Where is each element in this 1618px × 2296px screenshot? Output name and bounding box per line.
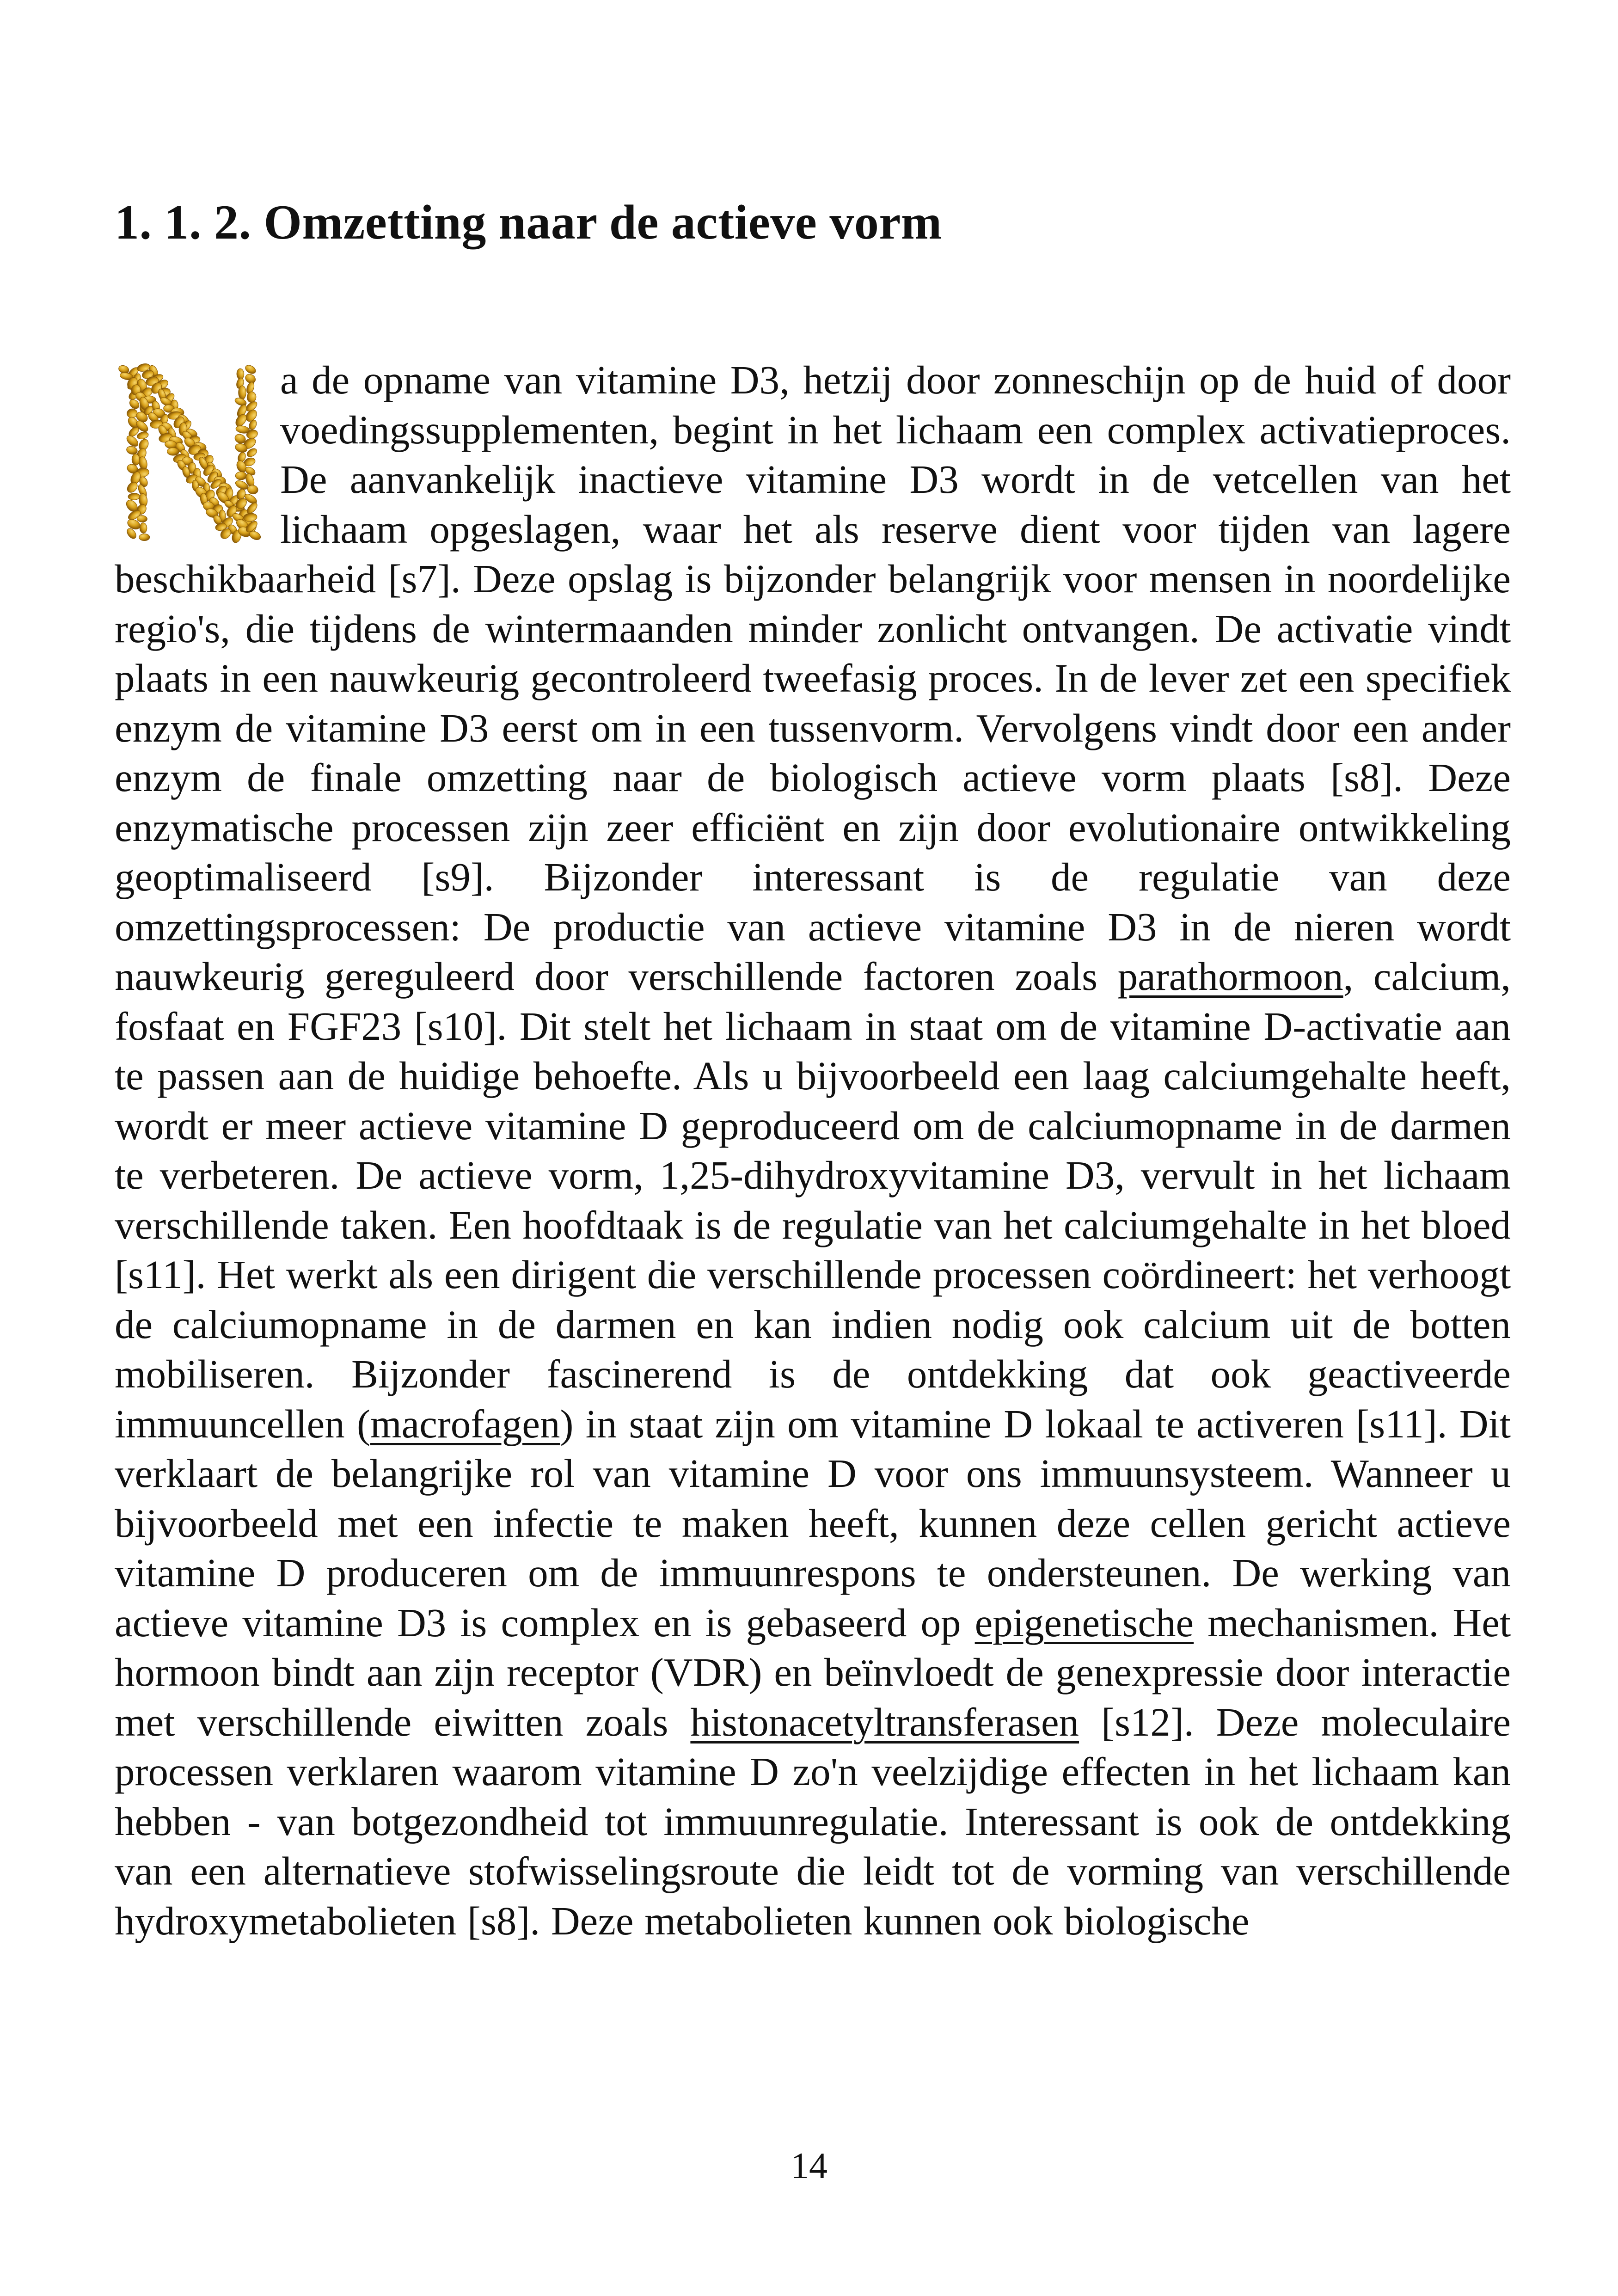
dropcap-capsule-n-icon (113, 358, 270, 552)
term-link[interactable]: macrofagen (370, 1401, 560, 1446)
term-link[interactable]: epigenetische (974, 1600, 1194, 1645)
section-heading: 1. 1. 2. Omzetting naar de actieve vorm (115, 195, 942, 249)
body-paragraph (115, 355, 1511, 1946)
body-text-run: [s12]. Deze moleculaire processen verklaren waarom vitamine D zo'n veelzijdige effecten in het lichaam kan hebben - van botgezondheid tot immuunregulatie. Interessant is ook de ontdekking van een alternatieve stofwisselingsroute die leidt tot de vorming van verschillende hydroxymetabolieten [s8]. Deze metabolieten kunnen ook biologische (115, 1699, 1511, 1943)
body-text-run: a de opname van vitamine D3, hetzij door zonneschijn op de huid of door voedingssupplementen, begint in het lichaam een complex activatieproces. De aanvankelijk inactieve vitamine D3 wordt in de vetcellen van het lichaam opgeslagen, waar het als reserve dient voor tijden van lagere beschikbaarheid [s7]. Deze opslag is bijzonder belangrijk voor mensen in noordelijke regio's, die tijdens de wintermaanden minder zonlicht ontvangen. De activatie vindt plaats in een nauwkeurig gecontroleerd tweefasig proces. In de lever zet een specifiek enzym de vitamine D3 eerst om in een tussenvorm. Vervolgens vindt door een ander enzym de finale omzetting naar de biologisch actieve vorm plaats [s8]. Deze enzymatische processen zijn zeer efficiënt en zijn door evolutionaire ontwikkeling geoptimaliseerd [s9]. Bijzonder interessant is de regulatie van deze omzettingsprocessen: De productie van actieve vitamine D3 in de nieren wordt nauwkeurig gereguleerd door verschillende factoren zoals (115, 357, 1511, 999)
body-text-run: , calcium, fosfaat en FGF23 [s10]. Dit stelt het lichaam in staat om de vitamine D-activatie aan te passen aan de huidige behoefte. Als u bijvoorbeeld een laag calciumgehalte heeft, wordt er meer actieve vitamine D geproduceerd om de calciumopname in de darmen te verbeteren. De actieve vorm, 1,25-dihydroxyvitamine D3, vervult in het lichaam verschillende taken. Een hoofdtaak is de regulatie van het calciumgehalte in het bloed [s11]. Het werkt als een dirigent die verschillende processen coördineert: het verhoogt de calciumopname in de darmen en kan indien nodig ook calcium uit de botten mobiliseren. Bijzonder fascinerend is de ontdekking dat ook geactiveerde immuuncellen ( (115, 954, 1511, 1446)
term-link[interactable]: histonacetyltransferasen (690, 1699, 1079, 1744)
term-link[interactable]: parathormoon (1117, 954, 1343, 999)
page-number: 14 (791, 2146, 827, 2186)
body-text-run: mechanismen. Het hormoon bindt aan zijn receptor (VDR) en beïnvloedt de genexpressie door interactie met verschillende eiwitten zoals (115, 1600, 1511, 1744)
body-text-run: ) in staat zijn om vitamine D lokaal te activeren [s11]. Dit verklaart de belangrijke rol van vitamine D voor ons immuunsysteem. Wanneer u bijvoorbeeld met een infectie te maken heeft, kunnen deze cellen gericht actieve vitamine D produceren om de immuunrespons te ondersteunen. De werking van actieve vitamine D3 is complex en is gebaseerd op (115, 1401, 1511, 1645)
